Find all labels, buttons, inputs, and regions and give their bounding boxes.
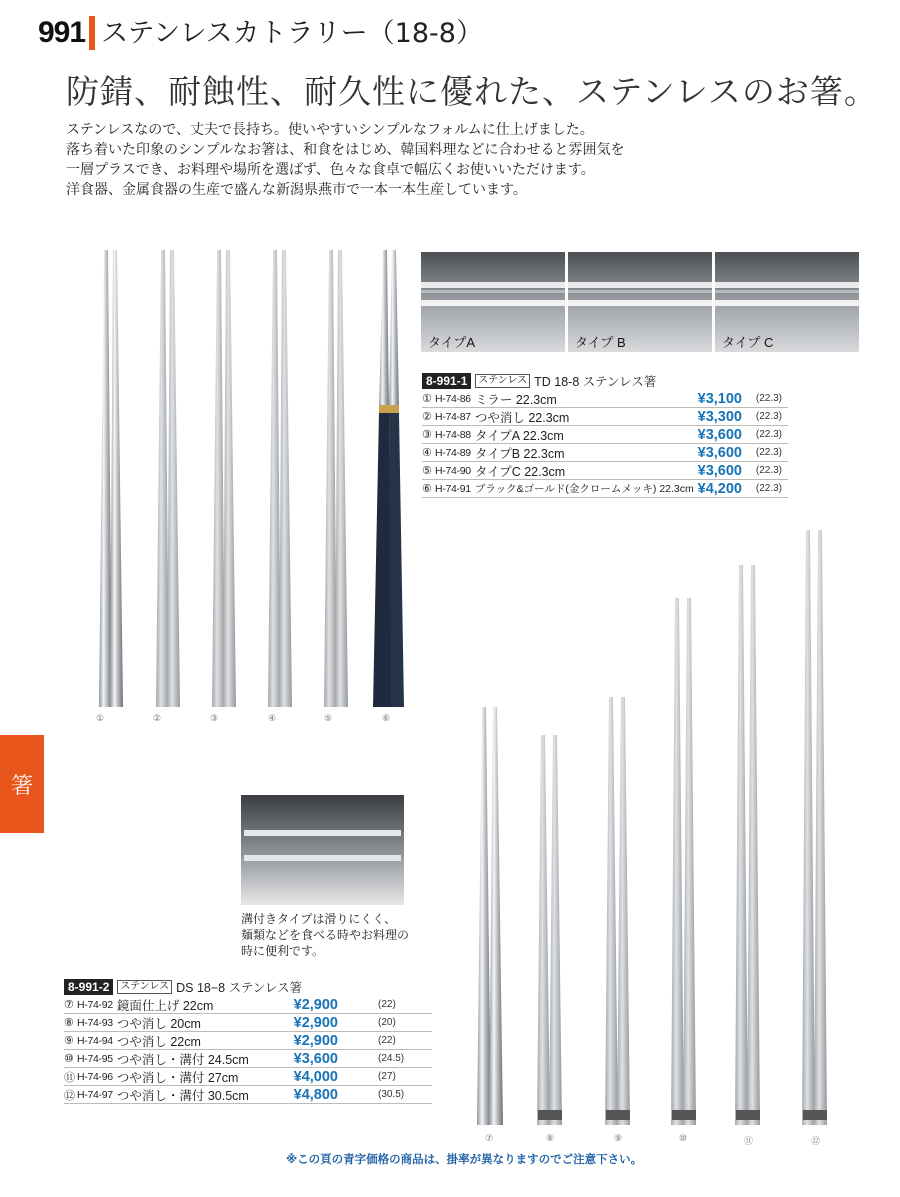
item-code: H-74-88 — [435, 428, 471, 441]
chopstick-number-label: ⑨ — [614, 1134, 623, 1144]
table-row — [64, 996, 432, 1014]
chopstick-pair-3 — [212, 250, 236, 707]
item-price: ¥3,300 — [697, 408, 742, 425]
item-code: H-74-86 — [435, 392, 471, 405]
item-length: (24.5) — [378, 1053, 405, 1064]
item-code: H-74-92 — [77, 998, 113, 1011]
chopstick-number-label: ③ — [210, 714, 219, 724]
table-row — [64, 1086, 432, 1104]
chopstick-number-label: ⑫ — [811, 1137, 821, 1147]
product-code: 8-991-1 — [422, 373, 471, 389]
item-description: つや消し 22cm — [116, 1034, 201, 1049]
page-title: ステンレスカトラリー（18-8） — [101, 18, 483, 49]
item-code: H-74-94 — [77, 1034, 113, 1047]
spec-table-header — [64, 978, 432, 996]
row-number: ⑪ — [64, 1071, 75, 1084]
chopstick-number-label: ② — [153, 714, 162, 724]
material-tag: ステンレス — [117, 980, 172, 994]
item-description: つや消し・溝付 30.5cm — [116, 1088, 249, 1103]
item-description: つや消し・溝付 24.5cm — [116, 1052, 249, 1067]
intro-line: 落ち着いた印象のシンプルなお箸は、和食をはじめ、韓国料理などに合わせると雰囲気を — [66, 142, 625, 158]
row-number: ① — [422, 393, 432, 405]
headline: 防錆、耐蝕性、耐久性に優れた、ステンレスのお箸。 — [66, 72, 878, 111]
groove-note-line: 溝付きタイプは滑りにくく、 — [241, 912, 397, 926]
chopstick-number-label: ⑤ — [324, 714, 333, 724]
groove-note-line: 時に便利です。 — [241, 944, 325, 958]
chopstick-number-label: ⑥ — [382, 714, 391, 724]
chopstick-pair-1 — [99, 250, 123, 707]
table-row — [422, 480, 788, 498]
item-code: H-74-90 — [435, 464, 471, 477]
table-row — [64, 1068, 432, 1086]
intro-line: 洋食器、金属食器の生産で盛んな新潟県燕市で一本一本生産しています。 — [66, 182, 527, 198]
item-code: H-74-93 — [77, 1016, 113, 1029]
item-description: ミラー 22.3cm — [474, 392, 557, 407]
row-number: ② — [422, 411, 432, 423]
item-price: ¥3,100 — [697, 390, 742, 407]
item-price: ¥2,900 — [293, 996, 338, 1013]
spec-table-header — [422, 372, 788, 390]
page-number: 991 — [38, 16, 86, 49]
item-length: (20) — [378, 1017, 396, 1028]
table-row — [422, 426, 788, 444]
item-length: (22.3) — [755, 483, 782, 494]
groove-closeup — [241, 795, 404, 905]
type-c-label: タイプ C — [722, 335, 774, 350]
spec-table-8-991-1 — [422, 372, 788, 498]
footnote: ※この頁の青字価格の商品は、掛率が異なりますのでご注意下さい。 — [286, 1152, 643, 1166]
row-number: ⑫ — [64, 1089, 75, 1102]
item-price: ¥4,800 — [293, 1086, 338, 1103]
chopstick-number-label: ⑧ — [546, 1134, 555, 1144]
row-number: ⑤ — [422, 465, 432, 477]
item-price: ¥2,900 — [293, 1032, 338, 1049]
table-row — [64, 1032, 432, 1050]
chopstick-pair-4 — [268, 250, 292, 707]
category-label: 箸 — [10, 773, 33, 799]
item-length: (22.3) — [755, 429, 782, 440]
table-row — [64, 1050, 432, 1068]
product-name: TD 18-8 ステンレス箸 — [534, 375, 657, 389]
item-code: H-74-89 — [435, 446, 471, 459]
item-description: つや消し・溝付 27cm — [116, 1070, 239, 1085]
chopstick-pair-5 — [324, 250, 348, 707]
chopstick-pair-6 — [373, 250, 404, 707]
row-number: ⑨ — [64, 1035, 74, 1047]
product-name: DS 18−8 ステンレス箸 — [176, 981, 303, 995]
row-number: ⑧ — [64, 1017, 74, 1029]
intro-line: ステンレスなので、丈夫で長持ち。使いやすいシンプルなフォルムに仕上げました。 — [66, 122, 594, 138]
spec-table-8-991-2 — [64, 978, 432, 1104]
chopstick-number-label: ⑩ — [679, 1134, 688, 1144]
item-description: つや消し 20cm — [116, 1016, 201, 1031]
item-code: H-74-91 — [435, 482, 471, 495]
table-row — [422, 408, 788, 426]
table-row — [422, 390, 788, 408]
item-code: H-74-96 — [77, 1070, 113, 1083]
item-description: つや消し 22.3cm — [474, 410, 570, 425]
chopstick-pair-11 — [735, 565, 760, 1125]
chopstick-pair-10 — [671, 598, 696, 1125]
item-description: ブラック&ゴールド(金クロームメッキ) 22.3cm — [474, 483, 694, 495]
item-price: ¥4,000 — [293, 1068, 338, 1085]
item-code: H-74-97 — [77, 1088, 113, 1101]
item-length: (22) — [378, 999, 396, 1010]
item-length: (22) — [378, 1035, 396, 1046]
item-price: ¥3,600 — [697, 444, 742, 461]
type-a-label: タイプA — [428, 335, 476, 350]
table-row — [422, 462, 788, 480]
item-price: ¥4,200 — [697, 480, 742, 497]
item-length: (22.3) — [755, 465, 782, 476]
groove-note-line: 麺類などを食べる時やお料理の — [241, 928, 410, 942]
item-length: (22.3) — [755, 411, 782, 422]
material-tag: ステンレス — [475, 374, 530, 388]
row-number: ③ — [422, 429, 432, 441]
chopstick-number-label: ⑦ — [485, 1134, 494, 1144]
item-length: (22.3) — [755, 393, 782, 404]
chopstick-pair-12 — [802, 530, 827, 1125]
row-number: ④ — [422, 447, 432, 459]
item-price: ¥2,900 — [293, 1014, 338, 1031]
item-description: 鏡面仕上げ 22cm — [116, 998, 214, 1013]
item-description: タイプA 22.3cm — [474, 428, 564, 443]
groove-note — [241, 911, 431, 959]
product-code: 8-991-2 — [64, 979, 113, 995]
item-code: H-74-95 — [77, 1052, 113, 1065]
chopstick-pair-7 — [477, 707, 503, 1125]
item-description: タイプC 22.3cm — [474, 464, 566, 479]
item-price: ¥3,600 — [697, 426, 742, 443]
table-row — [422, 444, 788, 462]
row-number: ⑥ — [422, 483, 432, 495]
item-length: (27) — [378, 1071, 396, 1082]
item-description: タイプB 22.3cm — [474, 446, 565, 461]
table-row — [64, 1014, 432, 1032]
chopstick-number-label: ⑪ — [744, 1137, 754, 1147]
chopstick-number-label: ④ — [268, 714, 277, 724]
item-code: H-74-87 — [435, 410, 471, 423]
chopstick-number-label: ① — [96, 714, 105, 724]
intro-line: 一層プラスでき、お料理や場所を選ばず、色々な食卓で幅広くお使いいただけます。 — [66, 162, 595, 178]
type-b-label: タイプ B — [575, 335, 626, 350]
row-number: ⑦ — [64, 999, 74, 1011]
chopstick-pair-2 — [156, 250, 180, 707]
item-length: (22.3) — [755, 447, 782, 458]
item-price: ¥3,600 — [293, 1050, 338, 1067]
row-number: ⑩ — [64, 1053, 74, 1065]
chopstick-pair-9 — [605, 697, 630, 1125]
item-price: ¥3,600 — [697, 462, 742, 479]
chopstick-pair-8 — [537, 735, 562, 1125]
item-length: (30.5) — [378, 1089, 405, 1100]
